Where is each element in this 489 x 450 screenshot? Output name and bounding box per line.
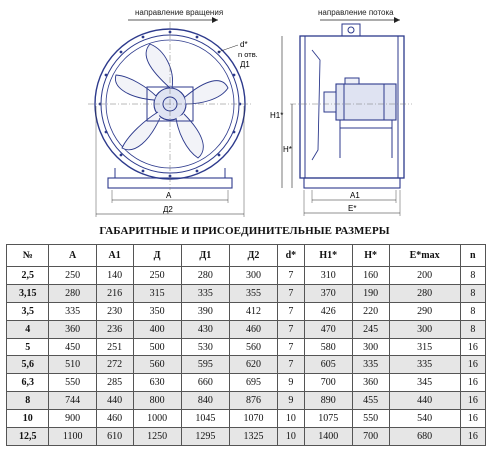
- table-cell: 430: [181, 320, 229, 338]
- table-row: [7, 356, 486, 374]
- table-cell: 1325: [229, 428, 277, 446]
- table-cell: 335: [181, 284, 229, 302]
- table-cell: 16: [460, 410, 485, 428]
- table-cell: 630: [133, 374, 181, 392]
- table-cell: 440: [389, 392, 460, 410]
- table-cell: 560: [229, 338, 277, 356]
- table-cell: 335: [49, 302, 96, 320]
- d-star-label: d*: [240, 40, 248, 49]
- table-cell: 1000: [133, 410, 181, 428]
- table-cell-number: 10: [7, 410, 49, 428]
- table-cell: 10: [278, 428, 305, 446]
- table-cell-number: 5: [7, 338, 49, 356]
- table-cell: 140: [96, 267, 133, 285]
- table-cell: 530: [181, 338, 229, 356]
- table-cell: 1070: [229, 410, 277, 428]
- table-cell: 300: [389, 320, 460, 338]
- table-cell: 280: [389, 284, 460, 302]
- table-cell: 315: [133, 284, 181, 302]
- table-cell: 1250: [133, 428, 181, 446]
- table-cell: 1075: [304, 410, 352, 428]
- table-cell: 455: [352, 392, 389, 410]
- table-cell: 400: [133, 320, 181, 338]
- table-cell: 440: [96, 392, 133, 410]
- table-cell: 605: [304, 356, 352, 374]
- table-cell: 680: [389, 428, 460, 446]
- table-cell: 470: [304, 320, 352, 338]
- header-d2: Д2: [229, 245, 277, 267]
- table-cell: 290: [389, 302, 460, 320]
- table-cell: 8: [460, 302, 485, 320]
- table-cell: 280: [49, 284, 96, 302]
- table-cell: 250: [49, 267, 96, 285]
- table-cell: 800: [133, 392, 181, 410]
- table-cell: 345: [389, 374, 460, 392]
- h1-star-label: H1*: [270, 111, 284, 120]
- table-cell-number: 3,15: [7, 284, 49, 302]
- table-cell: 245: [352, 320, 389, 338]
- table-cell: 840: [181, 392, 229, 410]
- header-d1: Д1: [181, 245, 229, 267]
- d1-label: Д1: [240, 60, 250, 69]
- table-cell: 280: [181, 267, 229, 285]
- header-e-star-max: E*max: [389, 245, 460, 267]
- table-cell: 16: [460, 338, 485, 356]
- n-holes-label: n отв.: [238, 50, 258, 59]
- table-cell: 7: [278, 320, 305, 338]
- table-cell: 300: [352, 338, 389, 356]
- table-row: [7, 374, 486, 392]
- table-cell: 350: [133, 302, 181, 320]
- fan-technical-drawing: [0, 0, 489, 222]
- table-cell: 900: [49, 410, 96, 428]
- table-cell: 550: [352, 410, 389, 428]
- table-cell-number: 6,3: [7, 374, 49, 392]
- table-row: [7, 428, 486, 446]
- table-row: [7, 284, 486, 302]
- table-cell: 695: [229, 374, 277, 392]
- table-title: ГАБАРИТНЫЕ И ПРИСОЕДИНИТЕЛЬНЫЕ РАЗМЕРЫ: [99, 225, 390, 237]
- table-cell: 595: [181, 356, 229, 374]
- table-cell-number: 8: [7, 392, 49, 410]
- table-cell: 744: [49, 392, 96, 410]
- table-row: [7, 392, 486, 410]
- table-cell: 16: [460, 374, 485, 392]
- header-n: n: [460, 245, 485, 267]
- table-cell: 460: [96, 410, 133, 428]
- table-cell: 16: [460, 428, 485, 446]
- table-cell: 610: [96, 428, 133, 446]
- header-number: №: [7, 245, 49, 267]
- table-cell: 7: [278, 356, 305, 374]
- header-d: Д: [133, 245, 181, 267]
- table-row: [7, 338, 486, 356]
- header-a1: А1: [96, 245, 133, 267]
- header-d-star: d*: [278, 245, 305, 267]
- table-row: [7, 410, 486, 428]
- table-cell: 310: [304, 267, 352, 285]
- table-cell: 540: [389, 410, 460, 428]
- table-cell: 216: [96, 284, 133, 302]
- table-cell: 250: [133, 267, 181, 285]
- table-cell: 7: [278, 302, 305, 320]
- table-cell: 16: [460, 392, 485, 410]
- table-cell: 510: [49, 356, 96, 374]
- flow-direction-label: направление потока: [318, 8, 394, 17]
- table-cell: 335: [389, 356, 460, 374]
- table-cell: 7: [278, 338, 305, 356]
- d2-dimension-label: Д2: [163, 205, 173, 214]
- table-cell: 890: [304, 392, 352, 410]
- table-cell: 550: [49, 374, 96, 392]
- table-cell: 272: [96, 356, 133, 374]
- table-cell: 300: [229, 267, 277, 285]
- table-cell: 390: [181, 302, 229, 320]
- e-star-dimension-label: E*: [348, 204, 357, 213]
- table-cell: 9: [278, 374, 305, 392]
- table-cell: 620: [229, 356, 277, 374]
- table-cell: 8: [460, 284, 485, 302]
- table-cell: 190: [352, 284, 389, 302]
- table-cell: 7: [278, 267, 305, 285]
- table-cell: 700: [352, 428, 389, 446]
- table-cell: 200: [389, 267, 460, 285]
- table-cell: 251: [96, 338, 133, 356]
- table-body: [7, 267, 486, 446]
- header-h-star: H*: [352, 245, 389, 267]
- table-cell-number: 3,5: [7, 302, 49, 320]
- table-cell: 355: [229, 284, 277, 302]
- table-cell: 8: [460, 267, 485, 285]
- table-cell: 700: [304, 374, 352, 392]
- table-row: [7, 320, 486, 338]
- table-cell-number: 5,6: [7, 356, 49, 374]
- table-cell: 580: [304, 338, 352, 356]
- h-star-label: H*: [283, 145, 292, 154]
- table-cell: 230: [96, 302, 133, 320]
- table-cell: 500: [133, 338, 181, 356]
- table-cell: 236: [96, 320, 133, 338]
- table-cell: 560: [133, 356, 181, 374]
- table-cell-number: 12,5: [7, 428, 49, 446]
- rotation-direction-label: направление вращения: [135, 8, 224, 17]
- header-h1-star: H1*: [304, 245, 352, 267]
- header-a: А: [49, 245, 96, 267]
- table-cell: 7: [278, 284, 305, 302]
- table-cell: 1400: [304, 428, 352, 446]
- table-cell: 16: [460, 356, 485, 374]
- table-cell: 220: [352, 302, 389, 320]
- table-cell: 360: [352, 374, 389, 392]
- table-cell: 660: [181, 374, 229, 392]
- table-cell: 876: [229, 392, 277, 410]
- table-cell: 412: [229, 302, 277, 320]
- fan-side-view: [300, 24, 404, 188]
- table-cell: 1295: [181, 428, 229, 446]
- table-cell-number: 2,5: [7, 267, 49, 285]
- a1-dimension-label: А1: [350, 191, 360, 200]
- table-cell: 8: [460, 320, 485, 338]
- table-cell: 370: [304, 284, 352, 302]
- table-cell: 335: [352, 356, 389, 374]
- table-header-row: [7, 245, 486, 267]
- table-cell: 450: [49, 338, 96, 356]
- table-cell-number: 4: [7, 320, 49, 338]
- table-cell: 10: [278, 410, 305, 428]
- table-row: [7, 267, 486, 285]
- table-cell: 426: [304, 302, 352, 320]
- table-row: [7, 302, 486, 320]
- table-cell: 1045: [181, 410, 229, 428]
- table-cell: 9: [278, 392, 305, 410]
- table-cell: 360: [49, 320, 96, 338]
- table-cell: 160: [352, 267, 389, 285]
- table-cell: 285: [96, 374, 133, 392]
- table-cell: 460: [229, 320, 277, 338]
- a-dimension-label: А: [166, 191, 172, 200]
- table-cell: 1100: [49, 428, 96, 446]
- table-cell: 315: [389, 338, 460, 356]
- dimensions-table: [6, 244, 486, 446]
